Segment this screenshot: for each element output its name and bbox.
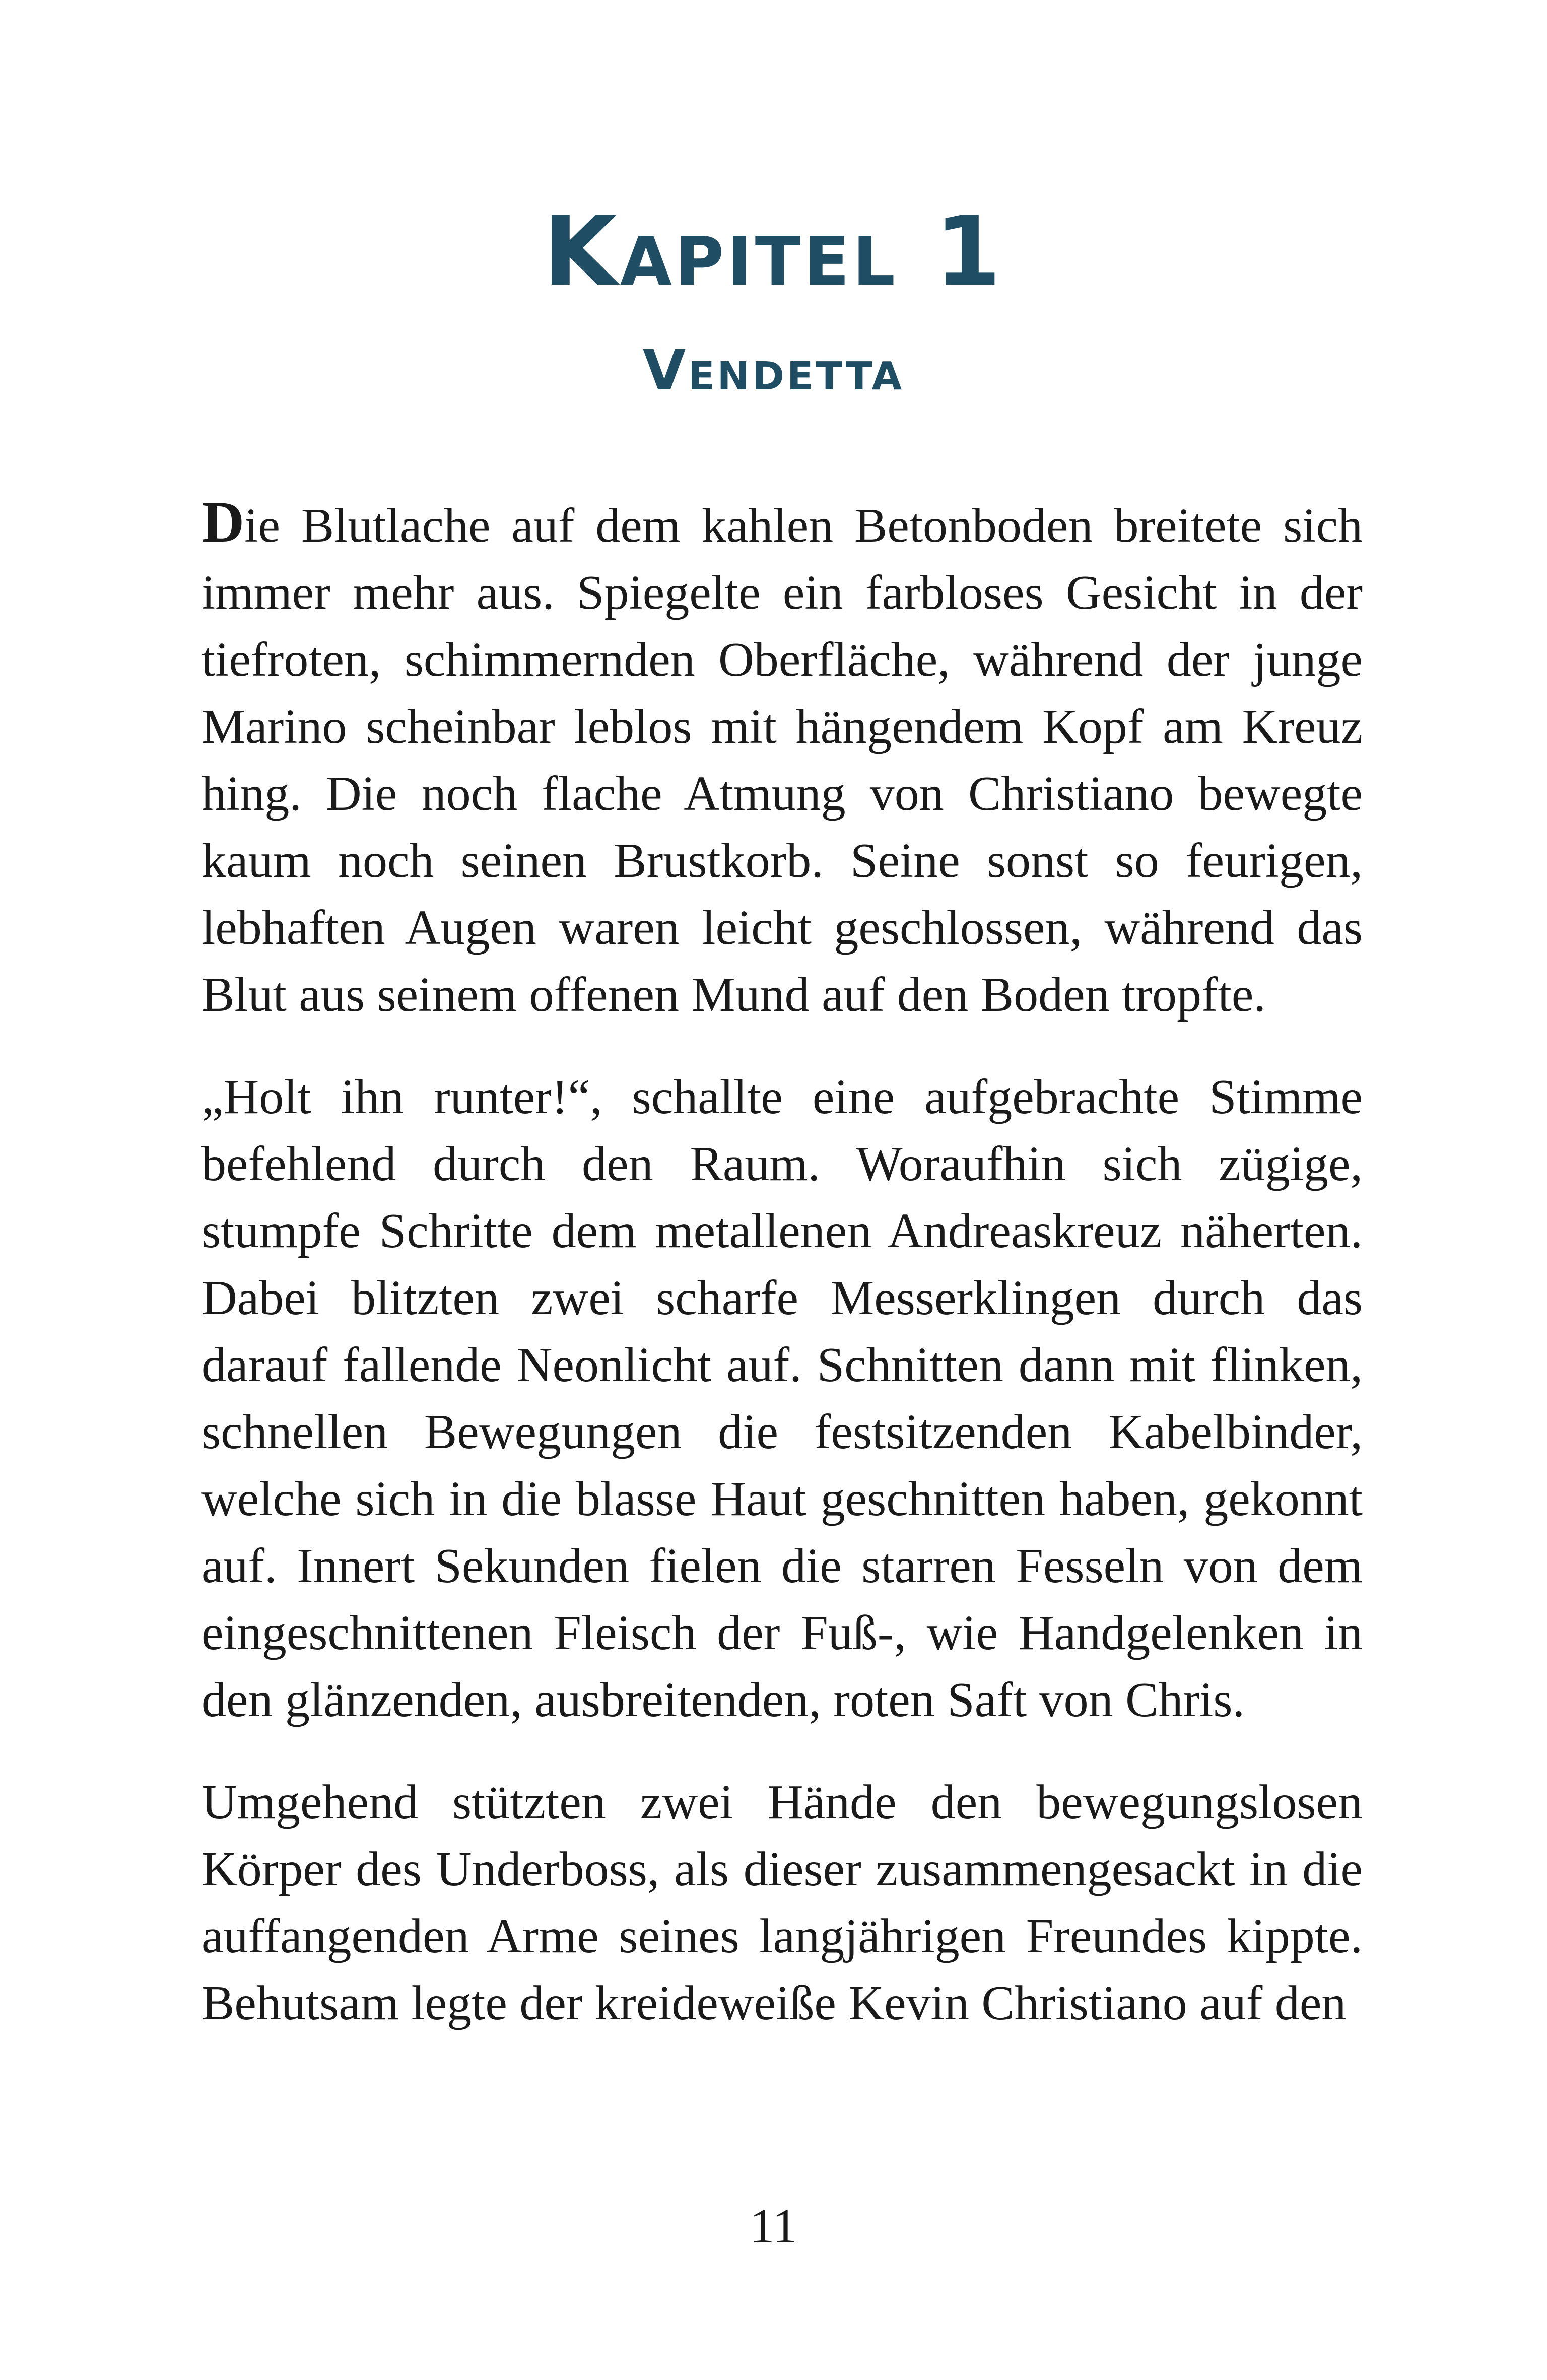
drop-cap: D [201,489,245,555]
paragraph-1-text: ie Blutlache auf dem kahlen Betonboden breitete sich immer mehr aus. Spiegelte ein farbloses Gesicht in der tiefroten, schimmernden Oberfläche, während der junge Marino scheinbar leblos mit hängendem Kopf am Kreuz hing. Die noch flache Atmung von Christiano bewegte kaum noch seinen Brustkorb. Seine sonst so feurigen, lebhaften Augen waren leicht geschlossen, während das Blut aus seinem offenen Mund auf den Boden tropfte. [201,499,1363,1022]
page-number: 11 [750,2199,797,2254]
body-text [201,489,1363,2072]
paragraph-2: „Holt ihn runter!“, schallte eine aufgebrachte Stimme befehlend durch den Raum. Woraufhin sich zügige, stumpfe Schritte dem metallenen Andreaskreuz näherten. Dabei blitzten zwei scharfe Messerklingen durch das darauf fallende Neonlicht auf. Schnitten dann mit flinken, schnellen Bewegungen die festsitzenden Kabelbinder, welche sich in die blasse Haut geschnitten haben, gekonnt auf. Innert Sekunden fielen die starren Fesseln von dem eingeschnittenen Fleisch der Fuß-, wie Handgelenken in den glänzenden, ausbreitenden, roten Saft von Chris. [201,1070,1363,1727]
paragraph-1 [201,489,1363,1029]
chapter-title: Kapitel 1 [543,196,1004,307]
chapter-subtitle: Vendetta [642,338,905,402]
paragraph-3: Umgehend stützten zwei Hände den bewegungslosen Körper des Underboss, als dieser zusammengesackt in die auffangenden Arme seines langjährigen Freundes kippte. Behutsam legte der kreideweiße Kevin Christiano auf den [201,1775,1363,2030]
